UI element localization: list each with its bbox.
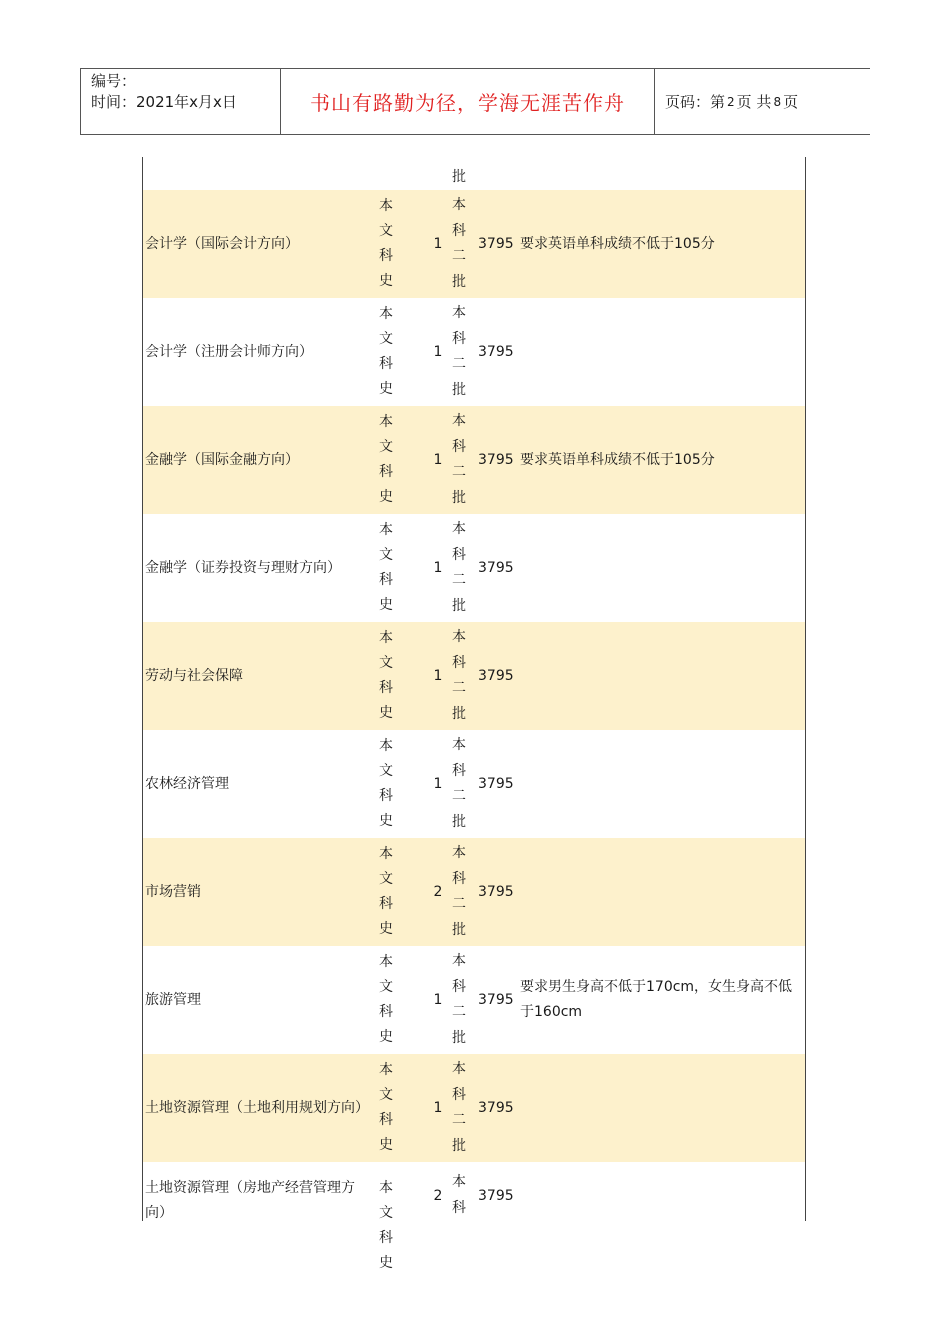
fee-code: 3795 xyxy=(478,992,514,1008)
requirement-note xyxy=(520,1162,805,1270)
requirement-note: 要求男生身高不低于170cm，女生身高不低于160cm xyxy=(520,979,793,1020)
batch-char: 本 xyxy=(452,845,466,861)
batch-char: 批 xyxy=(452,705,466,722)
batch-char: 批 xyxy=(452,597,466,614)
batch-char: 科 xyxy=(452,438,466,455)
fee-code: 3795 xyxy=(478,884,514,900)
table-row xyxy=(143,730,805,838)
batch-char: 本 xyxy=(452,521,466,537)
level-line-1: 本 文 xyxy=(379,738,404,779)
page-prefix: 页码：第 xyxy=(665,93,726,111)
batch-char: 科 xyxy=(452,1086,466,1103)
table-row xyxy=(143,838,805,946)
batch-char: 二 xyxy=(452,1004,466,1020)
batch-char: 批 xyxy=(452,489,466,506)
batch-char: 科 xyxy=(452,1199,466,1216)
level-line-2: 科 史 xyxy=(379,680,404,721)
level-line-2: 科 史 xyxy=(379,1230,404,1271)
level-cell xyxy=(379,406,429,514)
requirement-note xyxy=(520,514,805,622)
level-line-1: 本 文 xyxy=(379,522,404,563)
level-line-2: 科 史 xyxy=(379,788,404,829)
major-name: 金融学（证券投资与理财方向） xyxy=(145,559,341,576)
batch-char: 二 xyxy=(452,1112,466,1128)
major-name: 农林经济管理 xyxy=(145,775,229,792)
level-line-2: 科 史 xyxy=(379,356,404,397)
batch-tail: 批 xyxy=(452,169,466,185)
requirement-note: 要求英语单科成绩不低于105分 xyxy=(520,451,715,468)
batch-char: 科 xyxy=(452,762,466,779)
table-row xyxy=(143,514,805,622)
level-line-1: 本 文 xyxy=(379,1180,404,1221)
batch-char: 本 xyxy=(452,1174,466,1190)
level-line-1: 本 文 xyxy=(379,1062,404,1103)
fee-code: 3795 xyxy=(478,452,514,468)
plan-count: 1 xyxy=(433,668,443,684)
batch-cell xyxy=(450,622,468,730)
batch-char: 二 xyxy=(452,464,466,480)
batch-char: 科 xyxy=(452,654,466,671)
plan-count: 1 xyxy=(433,236,443,252)
batch-char: 二 xyxy=(452,356,466,372)
page-indicator xyxy=(655,69,870,134)
batch-char: 本 xyxy=(452,629,466,645)
batch-char: 本 xyxy=(452,737,466,753)
batch-cell xyxy=(450,946,468,1054)
major-name: 会计学（国际会计方向） xyxy=(145,235,299,252)
major-name: 劳动与社会保障 xyxy=(145,667,243,684)
fee-code: 3795 xyxy=(478,344,514,360)
page-current: 2 xyxy=(727,94,735,109)
requirement-note xyxy=(520,730,805,838)
table-row xyxy=(143,946,805,1054)
requirement-note: 要求英语单科成绩不低于105分 xyxy=(520,235,715,252)
batch-cell xyxy=(450,730,468,838)
plan-count: 1 xyxy=(433,344,443,360)
level-line-2: 科 史 xyxy=(379,1112,404,1153)
level-cell xyxy=(379,946,429,1054)
batch-char: 批 xyxy=(452,921,466,938)
table-row xyxy=(143,298,805,406)
batch-char: 科 xyxy=(452,546,466,563)
batch-char: 本 xyxy=(452,953,466,969)
level-line-1: 本 文 xyxy=(379,954,404,995)
page-header xyxy=(80,68,870,135)
fee-code: 3795 xyxy=(478,1188,514,1204)
batch-char: 科 xyxy=(452,978,466,995)
batch-char: 二 xyxy=(452,248,466,264)
serial-label: 编号： xyxy=(91,72,137,90)
batch-char: 批 xyxy=(452,1029,466,1046)
table-row xyxy=(143,1162,805,1270)
batch-char: 批 xyxy=(452,1137,466,1154)
level-cell xyxy=(379,514,429,622)
fee-code: 3795 xyxy=(478,668,514,684)
batch-char: 科 xyxy=(452,870,466,887)
fee-code: 3795 xyxy=(478,560,514,576)
date-label: 时间：2021年x月x日 xyxy=(91,93,237,111)
batch-cell xyxy=(450,1054,468,1162)
requirement-note xyxy=(520,838,805,946)
level-cell xyxy=(379,190,429,298)
level-line-1: 本 文 xyxy=(379,414,404,455)
fee-code: 3795 xyxy=(478,1100,514,1116)
level-line-1: 本 文 xyxy=(379,846,404,887)
batch-char: 批 xyxy=(452,813,466,830)
major-name: 金融学（国际金融方向） xyxy=(145,451,299,468)
table-row xyxy=(143,406,805,514)
table-row xyxy=(143,622,805,730)
level-line-1: 本 文 xyxy=(379,630,404,671)
batch-cell xyxy=(450,838,468,946)
batch-cell xyxy=(450,406,468,514)
page-mid: 页 共 xyxy=(736,93,772,111)
level-line-2: 科 史 xyxy=(379,248,404,289)
batch-char: 二 xyxy=(452,896,466,912)
batch-char: 科 xyxy=(452,222,466,239)
major-name: 会计学（注册会计师方向） xyxy=(145,343,313,360)
plan-count: 1 xyxy=(433,452,443,468)
level-cell xyxy=(379,730,429,838)
page-total: 8 xyxy=(773,94,782,109)
major-name: 旅游管理 xyxy=(145,991,201,1008)
batch-char: 科 xyxy=(452,330,466,347)
batch-cell xyxy=(450,514,468,622)
major-name: 土地资源管理（土地利用规划方向） xyxy=(145,1099,369,1116)
batch-char: 批 xyxy=(452,381,466,398)
major-table xyxy=(142,157,806,1271)
level-line-2: 科 史 xyxy=(379,896,404,937)
level-line-1: 本 文 xyxy=(379,198,404,239)
plan-count: 2 xyxy=(433,884,443,900)
level-cell xyxy=(379,298,429,406)
level-cell xyxy=(379,1054,429,1162)
batch-char: 二 xyxy=(452,572,466,588)
plan-count: 1 xyxy=(433,560,443,576)
batch-char: 本 xyxy=(452,413,466,429)
plan-count: 1 xyxy=(433,776,443,792)
table-row-fragment xyxy=(143,157,805,190)
header-motto: 书山有路勤为径，学海无涯苦作舟 xyxy=(281,69,655,134)
batch-cell xyxy=(450,157,468,190)
fee-code: 3795 xyxy=(478,776,514,792)
requirement-note xyxy=(520,298,805,406)
batch-cell xyxy=(450,1162,468,1270)
batch-char: 二 xyxy=(452,680,466,696)
requirement-note xyxy=(520,622,805,730)
page-suffix: 页 xyxy=(783,93,799,111)
table-row xyxy=(143,1054,805,1162)
batch-char: 本 xyxy=(452,1061,466,1077)
plan-count: 1 xyxy=(433,992,443,1008)
major-name: 土地资源管理（房地产经营管理方向） xyxy=(145,1180,355,1221)
batch-cell xyxy=(450,298,468,406)
level-cell xyxy=(379,1162,429,1270)
batch-cell xyxy=(450,190,468,298)
plan-count: 2 xyxy=(433,1188,443,1204)
header-meta xyxy=(80,69,281,134)
level-line-2: 科 史 xyxy=(379,464,404,505)
requirement-note xyxy=(520,1054,805,1162)
level-line-2: 科 史 xyxy=(379,1004,404,1045)
plan-count: 1 xyxy=(433,1100,443,1116)
batch-char: 本 xyxy=(452,305,466,321)
major-name: 市场营销 xyxy=(145,883,201,900)
level-cell xyxy=(379,838,429,946)
batch-char: 二 xyxy=(452,788,466,804)
fee-code: 3795 xyxy=(478,236,514,252)
level-line-1: 本 文 xyxy=(379,306,404,347)
batch-char: 本 xyxy=(452,197,466,213)
level-cell xyxy=(379,622,429,730)
level-line-2: 科 史 xyxy=(379,572,404,613)
table-row xyxy=(143,190,805,298)
batch-char: 批 xyxy=(452,273,466,290)
